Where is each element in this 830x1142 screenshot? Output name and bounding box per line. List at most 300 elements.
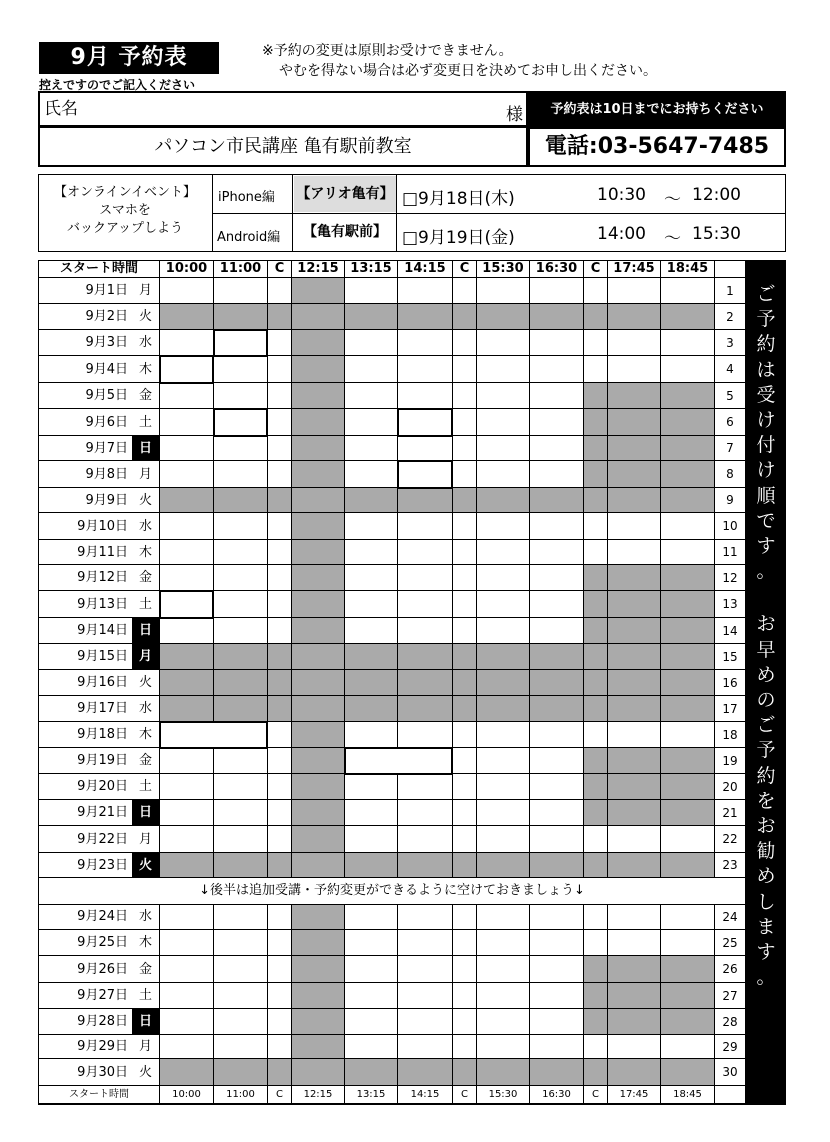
slot-cell[interactable] — [530, 488, 584, 513]
slot-cell[interactable] — [160, 513, 214, 540]
slot-cell[interactable] — [661, 618, 715, 644]
slot-cell[interactable] — [608, 488, 661, 513]
slot-cell[interactable] — [661, 383, 715, 409]
slot-cell[interactable] — [160, 956, 214, 983]
slot-cell[interactable] — [530, 330, 584, 356]
slot-cell[interactable] — [214, 774, 268, 800]
slot-cell[interactable] — [398, 304, 453, 330]
slot-cell[interactable] — [160, 930, 214, 956]
slot-cell[interactable] — [530, 722, 584, 748]
slot-cell[interactable] — [160, 278, 214, 304]
slot-cell[interactable] — [292, 644, 345, 670]
slot-cell[interactable] — [292, 383, 345, 409]
slot-cell[interactable] — [345, 722, 398, 748]
slot-cell[interactable] — [453, 278, 477, 304]
slot-cell[interactable] — [160, 488, 214, 513]
slot-cell[interactable] — [453, 436, 477, 461]
slot-cell[interactable] — [661, 278, 715, 304]
slot-cell[interactable] — [292, 1059, 345, 1086]
slot-cell[interactable] — [214, 591, 268, 618]
slot-cell[interactable] — [292, 1009, 345, 1035]
slot-cell[interactable] — [584, 748, 608, 774]
slot-cell[interactable] — [530, 461, 584, 488]
slot-cell[interactable] — [661, 774, 715, 800]
slot-cell[interactable] — [292, 540, 345, 565]
slot-cell[interactable] — [584, 591, 608, 618]
slot-cell[interactable] — [214, 983, 268, 1009]
slot-cell[interactable] — [477, 826, 530, 853]
slot-cell[interactable] — [608, 1009, 661, 1035]
slot-cell[interactable] — [292, 800, 345, 826]
slot-cell[interactable] — [398, 670, 453, 696]
slot-cell[interactable] — [453, 565, 477, 591]
slot-cell[interactable] — [292, 436, 345, 461]
slot-cell[interactable] — [398, 930, 453, 956]
slot-cell[interactable] — [398, 1059, 453, 1086]
slot-cell[interactable] — [292, 409, 345, 436]
slot-cell[interactable] — [268, 800, 292, 826]
slot-cell[interactable] — [268, 1035, 292, 1059]
slot-cell[interactable] — [584, 722, 608, 748]
slot-cell[interactable] — [661, 304, 715, 330]
slot-cell[interactable] — [345, 983, 398, 1009]
slot-cell[interactable] — [608, 409, 661, 436]
slot-cell[interactable] — [661, 436, 715, 461]
slot-cell[interactable] — [453, 513, 477, 540]
slot-cell[interactable] — [398, 904, 453, 930]
slot-cell[interactable] — [584, 618, 608, 644]
slot-cell[interactable] — [661, 1009, 715, 1035]
slot-cell[interactable] — [160, 540, 214, 565]
slot-cell[interactable] — [292, 488, 345, 513]
slot-cell[interactable] — [268, 565, 292, 591]
reserved-slot[interactable] — [397, 408, 453, 437]
slot-cell[interactable] — [584, 1059, 608, 1086]
slot-cell[interactable] — [398, 618, 453, 644]
slot-cell[interactable] — [530, 983, 584, 1009]
slot-cell[interactable] — [453, 930, 477, 956]
slot-cell[interactable] — [661, 722, 715, 748]
slot-cell[interactable] — [530, 436, 584, 461]
slot-cell[interactable] — [292, 461, 345, 488]
slot-cell[interactable] — [268, 461, 292, 488]
slot-cell[interactable] — [268, 356, 292, 383]
slot-cell[interactable] — [160, 696, 214, 722]
slot-cell[interactable] — [584, 826, 608, 853]
slot-cell[interactable] — [268, 644, 292, 670]
slot-cell[interactable] — [345, 409, 398, 436]
slot-cell[interactable] — [268, 513, 292, 540]
slot-cell[interactable] — [661, 983, 715, 1009]
slot-cell[interactable] — [345, 513, 398, 540]
slot-cell[interactable] — [345, 278, 398, 304]
slot-cell[interactable] — [214, 826, 268, 853]
slot-cell[interactable] — [584, 461, 608, 488]
slot-cell[interactable] — [608, 1035, 661, 1059]
slot-cell[interactable] — [477, 696, 530, 722]
slot-cell[interactable] — [398, 696, 453, 722]
slot-cell[interactable] — [453, 1009, 477, 1035]
slot-cell[interactable] — [398, 488, 453, 513]
slot-cell[interactable] — [608, 330, 661, 356]
slot-cell[interactable] — [453, 409, 477, 436]
slot-cell[interactable] — [661, 956, 715, 983]
slot-cell[interactable] — [160, 565, 214, 591]
slot-cell[interactable] — [214, 356, 268, 383]
slot-cell[interactable] — [345, 696, 398, 722]
slot-cell[interactable] — [477, 904, 530, 930]
slot-cell[interactable] — [477, 1035, 530, 1059]
slot-cell[interactable] — [453, 800, 477, 826]
slot-cell[interactable] — [453, 853, 477, 878]
slot-cell[interactable] — [214, 1009, 268, 1035]
slot-cell[interactable] — [608, 565, 661, 591]
slot-cell[interactable] — [160, 670, 214, 696]
slot-cell[interactable] — [477, 436, 530, 461]
slot-cell[interactable] — [477, 304, 530, 330]
slot-cell[interactable] — [530, 774, 584, 800]
slot-cell[interactable] — [661, 748, 715, 774]
reserved-slot[interactable] — [344, 747, 453, 775]
slot-cell[interactable] — [584, 488, 608, 513]
slot-cell[interactable] — [268, 1059, 292, 1086]
slot-cell[interactable] — [661, 461, 715, 488]
slot-cell[interactable] — [214, 1059, 268, 1086]
slot-cell[interactable] — [477, 644, 530, 670]
slot-cell[interactable] — [292, 930, 345, 956]
slot-cell[interactable] — [584, 278, 608, 304]
slot-cell[interactable] — [160, 436, 214, 461]
slot-cell[interactable] — [661, 513, 715, 540]
slot-cell[interactable] — [292, 278, 345, 304]
slot-cell[interactable] — [530, 1009, 584, 1035]
slot-cell[interactable] — [530, 618, 584, 644]
slot-cell[interactable] — [268, 1009, 292, 1035]
reserved-slot[interactable] — [159, 590, 214, 619]
slot-cell[interactable] — [608, 904, 661, 930]
slot-cell[interactable] — [398, 853, 453, 878]
slot-cell[interactable] — [398, 278, 453, 304]
slot-cell[interactable] — [160, 1035, 214, 1059]
slot-cell[interactable] — [661, 565, 715, 591]
slot-cell[interactable] — [453, 722, 477, 748]
slot-cell[interactable] — [268, 956, 292, 983]
slot-cell[interactable] — [530, 644, 584, 670]
slot-cell[interactable] — [214, 930, 268, 956]
slot-cell[interactable] — [584, 644, 608, 670]
slot-cell[interactable] — [160, 644, 214, 670]
slot-cell[interactable] — [584, 409, 608, 436]
slot-cell[interactable] — [477, 1009, 530, 1035]
slot-cell[interactable] — [477, 670, 530, 696]
slot-cell[interactable] — [398, 513, 453, 540]
slot-cell[interactable] — [530, 853, 584, 878]
slot-cell[interactable] — [160, 304, 214, 330]
slot-cell[interactable] — [398, 644, 453, 670]
slot-cell[interactable] — [268, 591, 292, 618]
slot-cell[interactable] — [477, 488, 530, 513]
slot-cell[interactable] — [584, 513, 608, 540]
name-field[interactable] — [38, 91, 528, 127]
slot-cell[interactable] — [345, 800, 398, 826]
slot-cell[interactable] — [584, 304, 608, 330]
slot-cell[interactable] — [214, 513, 268, 540]
slot-cell[interactable] — [268, 904, 292, 930]
slot-cell[interactable] — [398, 565, 453, 591]
slot-cell[interactable] — [292, 1035, 345, 1059]
slot-cell[interactable] — [584, 853, 608, 878]
slot-cell[interactable] — [477, 983, 530, 1009]
slot-cell[interactable] — [453, 826, 477, 853]
slot-cell[interactable] — [608, 696, 661, 722]
slot-cell[interactable] — [453, 983, 477, 1009]
slot-cell[interactable] — [608, 540, 661, 565]
slot-cell[interactable] — [345, 904, 398, 930]
slot-cell[interactable] — [477, 540, 530, 565]
slot-cell[interactable] — [345, 304, 398, 330]
slot-cell[interactable] — [345, 1035, 398, 1059]
slot-cell[interactable] — [477, 853, 530, 878]
slot-cell[interactable] — [584, 330, 608, 356]
slot-cell[interactable] — [453, 304, 477, 330]
slot-cell[interactable] — [530, 826, 584, 853]
slot-cell[interactable] — [584, 1035, 608, 1059]
slot-cell[interactable] — [398, 722, 453, 748]
slot-cell[interactable] — [292, 722, 345, 748]
slot-cell[interactable] — [292, 356, 345, 383]
slot-cell[interactable] — [661, 930, 715, 956]
slot-cell[interactable] — [584, 904, 608, 930]
slot-cell[interactable] — [477, 930, 530, 956]
slot-cell[interactable] — [398, 1009, 453, 1035]
slot-cell[interactable] — [453, 618, 477, 644]
slot-cell[interactable] — [398, 540, 453, 565]
slot-cell[interactable] — [661, 1059, 715, 1086]
slot-cell[interactable] — [530, 930, 584, 956]
slot-cell[interactable] — [214, 383, 268, 409]
slot-cell[interactable] — [661, 904, 715, 930]
slot-cell[interactable] — [661, 670, 715, 696]
slot-cell[interactable] — [214, 644, 268, 670]
slot-cell[interactable] — [608, 826, 661, 853]
slot-cell[interactable] — [160, 774, 214, 800]
slot-cell[interactable] — [530, 800, 584, 826]
slot-cell[interactable] — [160, 409, 214, 436]
slot-cell[interactable] — [661, 826, 715, 853]
slot-cell[interactable] — [608, 513, 661, 540]
slot-cell[interactable] — [608, 930, 661, 956]
slot-cell[interactable] — [608, 983, 661, 1009]
slot-cell[interactable] — [292, 983, 345, 1009]
slot-cell[interactable] — [477, 330, 530, 356]
slot-cell[interactable] — [214, 540, 268, 565]
slot-cell[interactable] — [608, 644, 661, 670]
slot-cell[interactable] — [584, 800, 608, 826]
slot-cell[interactable] — [608, 853, 661, 878]
slot-cell[interactable] — [661, 409, 715, 436]
slot-cell[interactable] — [661, 644, 715, 670]
slot-cell[interactable] — [268, 409, 292, 436]
slot-cell[interactable] — [661, 800, 715, 826]
slot-cell[interactable] — [268, 278, 292, 304]
slot-cell[interactable] — [292, 826, 345, 853]
slot-cell[interactable] — [292, 565, 345, 591]
slot-cell[interactable] — [453, 956, 477, 983]
slot-cell[interactable] — [530, 696, 584, 722]
slot-cell[interactable] — [292, 304, 345, 330]
slot-cell[interactable] — [453, 383, 477, 409]
slot-cell[interactable] — [661, 853, 715, 878]
slot-cell[interactable] — [608, 956, 661, 983]
slot-cell[interactable] — [661, 591, 715, 618]
slot-cell[interactable] — [477, 956, 530, 983]
slot-cell[interactable] — [477, 461, 530, 488]
slot-cell[interactable] — [453, 670, 477, 696]
slot-cell[interactable] — [398, 436, 453, 461]
slot-cell[interactable] — [530, 278, 584, 304]
slot-cell[interactable] — [292, 904, 345, 930]
slot-cell[interactable] — [453, 356, 477, 383]
slot-cell[interactable] — [398, 956, 453, 983]
slot-cell[interactable] — [453, 748, 477, 774]
slot-cell[interactable] — [477, 383, 530, 409]
slot-cell[interactable] — [345, 618, 398, 644]
slot-cell[interactable] — [608, 304, 661, 330]
slot-cell[interactable] — [345, 826, 398, 853]
slot-cell[interactable] — [345, 540, 398, 565]
slot-cell[interactable] — [453, 461, 477, 488]
slot-cell[interactable] — [477, 1059, 530, 1086]
slot-cell[interactable] — [584, 1009, 608, 1035]
slot-cell[interactable] — [530, 591, 584, 618]
slot-cell[interactable] — [453, 904, 477, 930]
slot-cell[interactable] — [214, 956, 268, 983]
reserved-slot[interactable] — [159, 355, 214, 384]
slot-cell[interactable] — [398, 800, 453, 826]
slot-cell[interactable] — [530, 904, 584, 930]
slot-cell[interactable] — [608, 356, 661, 383]
slot-cell[interactable] — [530, 356, 584, 383]
slot-cell[interactable] — [530, 540, 584, 565]
slot-cell[interactable] — [160, 826, 214, 853]
slot-cell[interactable] — [214, 488, 268, 513]
slot-cell[interactable] — [398, 774, 453, 800]
slot-cell[interactable] — [398, 983, 453, 1009]
slot-cell[interactable] — [608, 774, 661, 800]
slot-cell[interactable] — [214, 436, 268, 461]
slot-cell[interactable] — [608, 670, 661, 696]
slot-cell[interactable] — [345, 670, 398, 696]
slot-cell[interactable] — [453, 644, 477, 670]
slot-cell[interactable] — [214, 748, 268, 774]
slot-cell[interactable] — [268, 930, 292, 956]
slot-cell[interactable] — [584, 383, 608, 409]
slot-cell[interactable] — [398, 826, 453, 853]
slot-cell[interactable] — [214, 696, 268, 722]
slot-cell[interactable] — [160, 461, 214, 488]
slot-cell[interactable] — [398, 356, 453, 383]
slot-cell[interactable] — [292, 513, 345, 540]
slot-cell[interactable] — [292, 591, 345, 618]
slot-cell[interactable] — [584, 930, 608, 956]
slot-cell[interactable] — [292, 774, 345, 800]
slot-cell[interactable] — [268, 983, 292, 1009]
slot-cell[interactable] — [292, 696, 345, 722]
slot-cell[interactable] — [608, 748, 661, 774]
slot-cell[interactable] — [345, 930, 398, 956]
reserved-slot[interactable] — [159, 721, 268, 749]
slot-cell[interactable] — [214, 800, 268, 826]
slot-cell[interactable] — [345, 330, 398, 356]
slot-cell[interactable] — [530, 748, 584, 774]
slot-cell[interactable] — [214, 853, 268, 878]
reserved-slot[interactable] — [213, 329, 268, 357]
slot-cell[interactable] — [453, 1059, 477, 1086]
slot-cell[interactable] — [160, 330, 214, 356]
slot-cell[interactable] — [268, 304, 292, 330]
slot-cell[interactable] — [530, 565, 584, 591]
slot-cell[interactable] — [292, 618, 345, 644]
slot-cell[interactable] — [268, 540, 292, 565]
slot-cell[interactable] — [160, 1059, 214, 1086]
slot-cell[interactable] — [453, 1035, 477, 1059]
slot-cell[interactable] — [292, 956, 345, 983]
slot-cell[interactable] — [530, 383, 584, 409]
slot-cell[interactable] — [345, 774, 398, 800]
slot-cell[interactable] — [214, 1035, 268, 1059]
slot-cell[interactable] — [160, 618, 214, 644]
event-date-18[interactable]: □9月18日(木) — [402, 189, 515, 209]
slot-cell[interactable] — [268, 330, 292, 356]
slot-cell[interactable] — [608, 383, 661, 409]
slot-cell[interactable] — [453, 696, 477, 722]
event-date-19[interactable]: □9月19日(金) — [402, 228, 515, 248]
slot-cell[interactable] — [160, 904, 214, 930]
slot-cell[interactable] — [584, 436, 608, 461]
slot-cell[interactable] — [268, 488, 292, 513]
slot-cell[interactable] — [477, 748, 530, 774]
slot-cell[interactable] — [661, 488, 715, 513]
slot-cell[interactable] — [477, 565, 530, 591]
slot-cell[interactable] — [345, 956, 398, 983]
slot-cell[interactable] — [292, 330, 345, 356]
slot-cell[interactable] — [608, 1059, 661, 1086]
slot-cell[interactable] — [453, 488, 477, 513]
slot-cell[interactable] — [160, 1009, 214, 1035]
slot-cell[interactable] — [477, 356, 530, 383]
slot-cell[interactable] — [160, 983, 214, 1009]
slot-cell[interactable] — [661, 1035, 715, 1059]
slot-cell[interactable] — [345, 1009, 398, 1035]
slot-cell[interactable] — [453, 540, 477, 565]
slot-cell[interactable] — [398, 330, 453, 356]
slot-cell[interactable] — [214, 461, 268, 488]
slot-cell[interactable] — [477, 774, 530, 800]
slot-cell[interactable] — [345, 383, 398, 409]
slot-cell[interactable] — [292, 748, 345, 774]
slot-cell[interactable] — [477, 722, 530, 748]
slot-cell[interactable] — [530, 409, 584, 436]
slot-cell[interactable] — [453, 591, 477, 618]
slot-cell[interactable] — [214, 565, 268, 591]
slot-cell[interactable] — [661, 330, 715, 356]
slot-cell[interactable] — [530, 513, 584, 540]
slot-cell[interactable] — [608, 278, 661, 304]
slot-cell[interactable] — [292, 670, 345, 696]
slot-cell[interactable] — [477, 513, 530, 540]
slot-cell[interactable] — [661, 540, 715, 565]
slot-cell[interactable] — [268, 853, 292, 878]
